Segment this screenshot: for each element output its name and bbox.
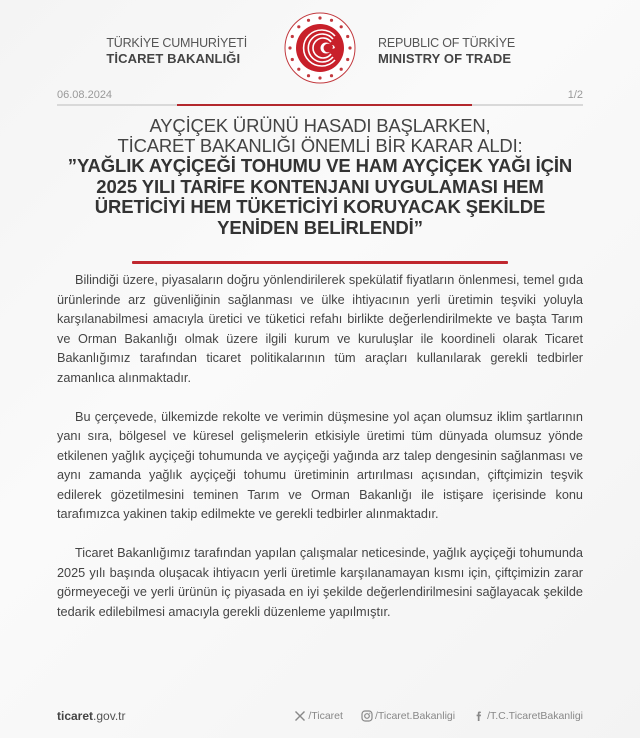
title-underline (132, 261, 508, 264)
document-header (0, 0, 640, 90)
press-release-title (40, 116, 600, 238)
title-line-1: AYÇİÇEK ÜRÜNÜ HASADI BAŞLARKEN, (149, 115, 491, 136)
header-ministry-en: MINISTRY OF TRADE (378, 51, 512, 66)
social-x[interactable] (294, 710, 343, 722)
x-twitter-icon (294, 710, 306, 722)
instagram-icon (361, 710, 373, 722)
page-number: 1/2 (567, 89, 583, 101)
divider-red-accent (177, 104, 472, 106)
social-facebook-handle: /T.C.TicaretBakanligi (487, 710, 583, 722)
ministry-emblem-icon (283, 10, 357, 86)
header-ministry-tr: TİCARET BAKANLIĞI (106, 51, 241, 66)
headline-line-3: ÜRETİCİYİ HEM TÜKETİCİYİ KORUYACAK ŞEKİLDE (94, 196, 546, 217)
document-date: 06.08.2024 (57, 89, 113, 101)
body-paragraph-2: Bu çerçevede, ülkemizde rekolte ve verimin düşmesine yol açan olumsuz iklim şartlarının yanı sıra, bölgesel ve küresel gelişmelerin etkisiyle üretimi tüm dünyada olumsuz yönde etkilenen yağlık ayçiçeği tohumunda ve ayçiçeği yağında arz talep dengesinin sağlanması ve aynı zamanda yağlık ayçiçeği tohumu üretiminin artırılması açısından, çiftçimizin teşvik edilerek gözetilmesini teminen Tarım ve Orman Bakanlığı ile istişare içerisinde konu tarafımızca yakinen takip edilmekte ve gerekli tedbirler alınmaktadır. (57, 409, 583, 521)
header-republic-tr: TÜRKİYE CUMHURİYETİ (106, 36, 247, 50)
header-republic-en: REPUBLIC OF TÜRKİYE (378, 36, 515, 50)
website-domain-rest: .gov.tr (93, 709, 126, 723)
document-footer (57, 709, 583, 727)
body-paragraph-3: Ticaret Bakanlığımız tarafından yapılan çalışmalar neticesinde, yağlık ayçiçeği tohumunda 2025 yılı başında oluşacak ihtiyacın yerli üretimle karşılanamayan kısmı için, çiftçimizin zarar görmeyeceği ve yerli ürünün iç piyasada en iyi şekilde değerlendirilmesini sağlayacak şekilde tedarik edilebilmesi amacıyla gerekli düzenleme yapılmıştır. (57, 546, 583, 619)
press-release-body (57, 271, 583, 642)
headline-line-4: YENİDEN BELİRLENDİ” (217, 216, 423, 238)
date-line (57, 89, 583, 107)
social-instagram[interactable] (361, 710, 455, 722)
header-turkish-title (106, 36, 247, 66)
social-x-handle: /Ticaret (308, 710, 343, 722)
header-english-title (378, 36, 515, 66)
social-links (294, 710, 583, 722)
social-instagram-handle: /Ticaret.Bakanligi (374, 710, 456, 722)
website-link[interactable] (57, 709, 126, 723)
website-domain-bold: ticaret (57, 709, 94, 723)
body-paragraph-1: Bilindiği üzere, piyasaların doğru yönlendirilerek spekülatif fiyatların önlenmesi, temel gıda ürünlerinde arz güvenliğinin sağlanması ve ülke ihtiyacının yerli üretimin teşviki yoluyla karşılanabilmesi amacıyla üretici ve tüketici refahı birlikte değerlendirilmekte ve başta Tarım ve Orman Bakanlığı olmak üzere ilgili kurum ve kuruluşlar ile koordineli olarak Ticaret Bakanlığımız tarafından ticaret politikalarının tüm araçları kullanılarak gerekli tedbirler zamanlıca alınmaktadır. (57, 273, 583, 385)
social-facebook[interactable] (473, 710, 583, 722)
headline-line-2: 2025 YILI TARİFE KONTENJANI UYGULAMASI HEM (96, 175, 544, 197)
headline-line-1: ”YAĞLIK AYÇİÇEĞİ TOHUMU VE HAM AYÇİÇEK YAĞI İÇİN (67, 155, 573, 176)
title-line-2: TİCARET BAKANLIĞI ÖNEMLİ BİR KARAR ALDI: (117, 135, 523, 156)
facebook-icon (473, 710, 485, 722)
